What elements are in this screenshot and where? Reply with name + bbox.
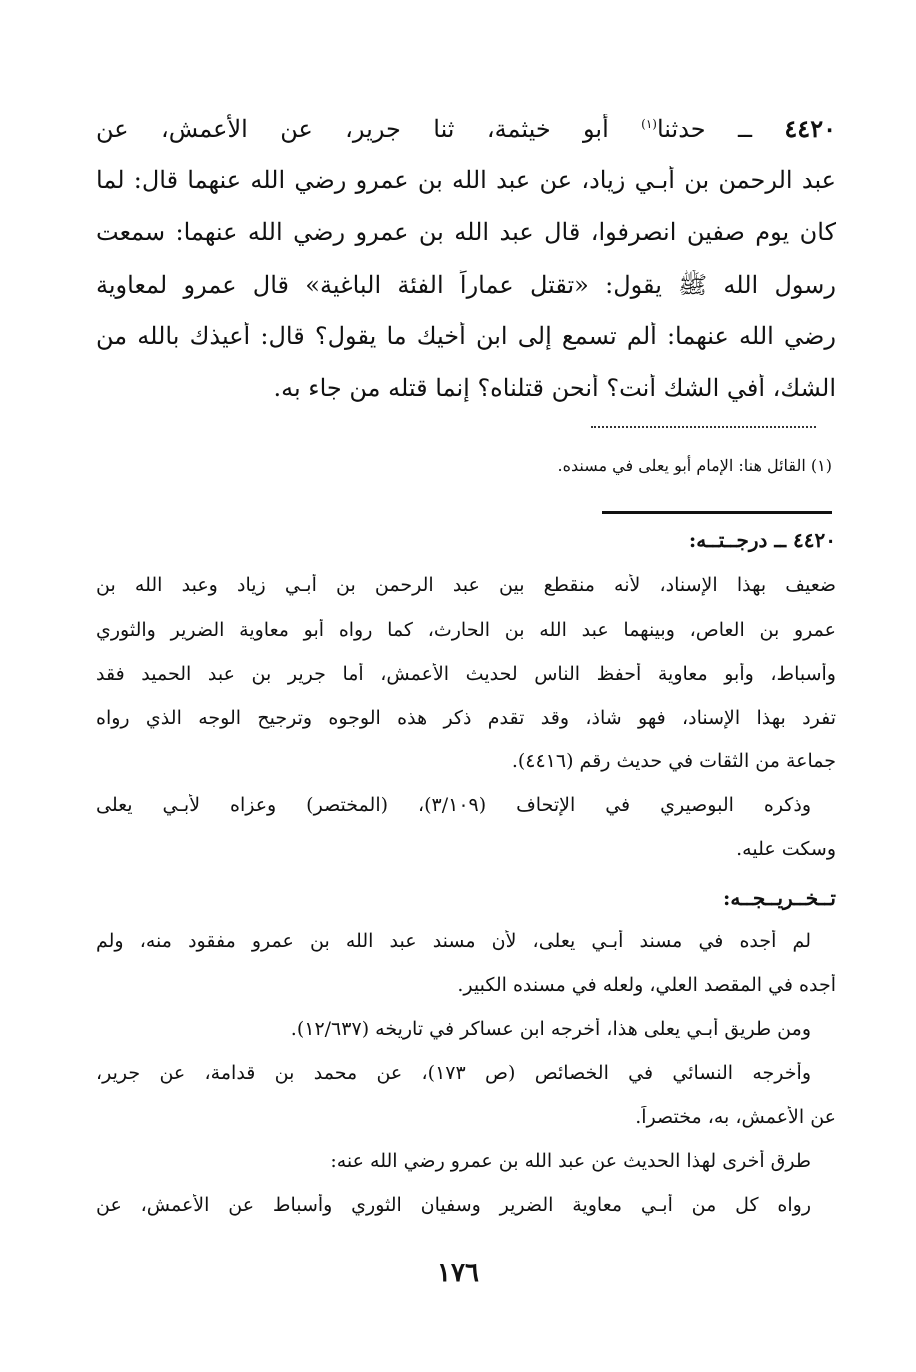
grade-line-1: ضعيف بهذا الإسناد، لأنه منقطع بين عبد الرحمن بن أبـي زياد وعبد الله بن	[96, 574, 836, 596]
footnote-separator	[591, 426, 816, 428]
takhrij-line-1: لم أجده في مسند أبـي يعلى، لأن مسند عبد الله بن عمرو مفقود منه، ولم	[96, 930, 811, 952]
grade-line-6: وذكره البوصيري في الإتحاف (٣/١٠٩)، (المختصر) وعزاه لأبـي يعلى	[96, 794, 811, 816]
section-rule	[602, 511, 832, 514]
hadith-text-start: حدثنا	[656, 115, 706, 143]
hadith-line-3: كان يوم صفين انصرفوا، قال عبد الله بن عمرو رضي الله عنهما: سمعت	[96, 218, 836, 246]
takhrij-line-3: ومن طريق أبـي يعلى هذا، أخرجه ابن عساكر في تاريخه (١٢/٦٣٧).	[290, 1018, 811, 1040]
takhrij-heading: تــخــريــجــه:	[723, 886, 836, 910]
hadith-line-6: الشك، أفي الشك أنت؟ أنحن قتلناه؟ إنما قتله من جاء به.	[273, 374, 836, 402]
grade-line-4: تفرد بهذا الإسناد، فهو شاذ، وقد تقدم ذكر هذه الوجوه وترجيح الوجه الذي رواه	[96, 707, 836, 729]
grade-heading: ٤٤٢٠ ــ درجــتــه:	[688, 528, 836, 552]
grade-line-2: عمرو بن العاص، وبينهما عبد الله بن الحارث، كما رواه أبو معاوية الضرير والثوري	[96, 619, 836, 641]
footnote: (١) القائل هنا: الإمام أبو يعلى في مسنده.	[557, 456, 832, 475]
takhrij-line-7: رواه كل من أبـي معاوية الضرير وسفيان الثوري وأسباط عن الأعمش، عن	[96, 1194, 811, 1216]
hadith-line-1	[96, 114, 836, 143]
hadith-line-4: رسول الله ﷺ يقول: «تقتل عماراً الفئة الباغية» قال عمرو لمعاوية	[96, 271, 836, 299]
grade-line-3: وأسباط، وأبو معاوية أحفظ الناس لحديث الأعمش، أما جرير بن عبد الحميد فقد	[96, 663, 836, 685]
dash: ــ	[705, 115, 753, 143]
grade-line-5: جماعة من الثقات في حديث رقم (٤٤١٦).	[511, 750, 836, 772]
hadith-text-rest: أبو خيثمة، ثنا جرير، عن الأعمش، عن	[96, 115, 609, 143]
grade-line-7: وسكت عليه.	[736, 838, 836, 860]
footnote-marker: (١)	[641, 117, 657, 131]
takhrij-line-4: وأخرجه النسائي في الخصائص (ص ١٧٣)، عن محمد بن قدامة، عن جرير،	[96, 1062, 811, 1084]
hadith-number: ٤٤٢٠	[784, 114, 836, 143]
hadith-line-2: عبد الرحمن بن أبـي زياد، عن عبد الله بن عمرو رضي الله عنهما قال: لما	[96, 166, 836, 194]
takhrij-line-5: عن الأعمش، به، مختصراً.	[635, 1106, 836, 1128]
takhrij-line-6: طرق أخرى لهذا الحديث عن عبد الله بن عمرو رضي الله عنه:	[330, 1150, 811, 1172]
takhrij-line-2: أجده في المقصد العلي، ولعله في مسنده الكبير.	[457, 974, 836, 996]
page-number: ١٧٦	[437, 1258, 479, 1288]
hadith-line-5: رضي الله عنهما: ألم تسمع إلى ابن أخيك ما يقول؟ قال: أعيذك بالله من	[96, 322, 836, 350]
